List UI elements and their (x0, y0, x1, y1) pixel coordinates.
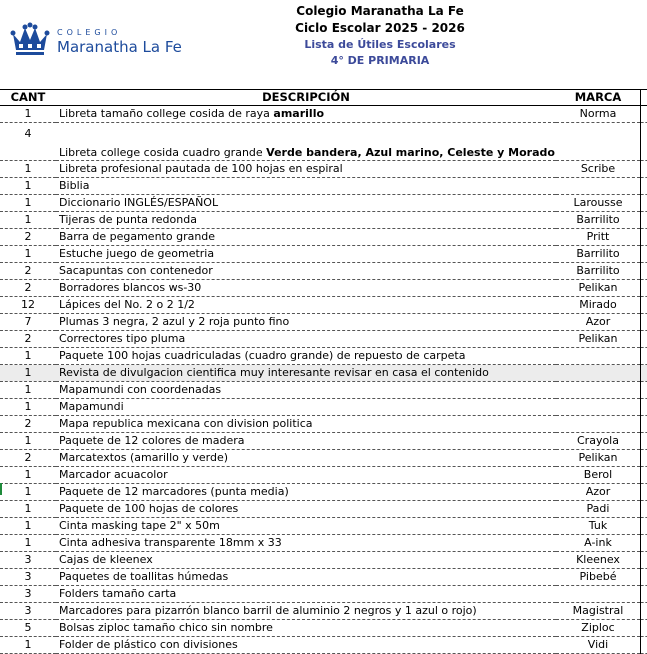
cell-cant: 1 (0, 161, 56, 178)
cell-cursor-mark (0, 483, 2, 495)
description-text: Marcadores para pizarrón blanco barril de aluminio 2 negros y 1 azul o rojo) (59, 604, 477, 617)
cell-marca: Azor (556, 484, 641, 501)
cell-cant: 1 (0, 246, 56, 263)
cell-descripcion (56, 365, 556, 382)
header-marca: MARCA (556, 90, 641, 106)
cell-cant: 1 (0, 467, 56, 484)
cell-descripcion (56, 246, 556, 263)
description-text: Diccionario INGLÉS/ESPAÑOL (59, 196, 218, 209)
description-text: Mapamundi con coordenadas (59, 383, 221, 396)
table-row (0, 518, 647, 535)
cell-descripcion (56, 106, 556, 123)
description-text: Biblia (59, 179, 89, 192)
table-row (0, 484, 647, 501)
cell-extra (641, 484, 647, 501)
cell-descripcion (56, 399, 556, 416)
cell-cant: 3 (0, 552, 56, 569)
cell-cant: 1 (0, 399, 56, 416)
cell-cant: 2 (0, 450, 56, 467)
cell-extra (641, 161, 647, 178)
table-row (0, 106, 647, 123)
cell-cant: 5 (0, 620, 56, 637)
cell-extra (641, 637, 647, 654)
cell-marca: Tuk (556, 518, 641, 535)
description-text: Marcatextos (amarillo y verde) (59, 451, 228, 464)
cell-descripcion (56, 637, 556, 654)
table-row (0, 365, 647, 382)
table-row (0, 603, 647, 620)
cell-descripcion (56, 212, 556, 229)
table-row (0, 620, 647, 637)
cell-marca (556, 382, 641, 399)
grade-title: 4° DE PRIMARIA (250, 53, 510, 69)
table-row (0, 123, 647, 161)
table-row (0, 246, 647, 263)
cell-cant: 2 (0, 229, 56, 246)
cell-descripcion (56, 569, 556, 586)
cell-descripcion (56, 314, 556, 331)
description-text: Cinta masking tape 2" x 50m (59, 519, 220, 532)
table-row (0, 552, 647, 569)
description-text: Libreta college cosida cuadro grande (59, 146, 266, 159)
cell-extra (641, 246, 647, 263)
cell-marca: Pelikan (556, 450, 641, 467)
cell-marca: Magistral (556, 603, 641, 620)
cell-descripcion (56, 603, 556, 620)
cell-extra (641, 212, 647, 229)
cell-extra (641, 433, 647, 450)
table-row (0, 467, 647, 484)
description-text: Folders tamaño carta (59, 587, 176, 600)
cell-extra (641, 106, 647, 123)
cell-extra (641, 603, 647, 620)
description-text: Libreta tamaño college cosida de raya (59, 107, 273, 120)
table-row (0, 399, 647, 416)
cell-marca: Vidi (556, 637, 641, 654)
cell-descripcion (56, 416, 556, 433)
supplies-table (0, 89, 647, 654)
cell-descripcion (56, 382, 556, 399)
cell-cant: 3 (0, 603, 56, 620)
cell-descripcion (56, 263, 556, 280)
cell-extra (641, 569, 647, 586)
cell-marca: Berol (556, 467, 641, 484)
cell-cant: 1 (0, 106, 56, 123)
description-text: Libreta profesional pautada de 100 hojas en espiral (59, 162, 343, 175)
cell-extra (641, 331, 647, 348)
cell-descripcion (56, 297, 556, 314)
cell-extra (641, 195, 647, 212)
cell-cant: 3 (0, 586, 56, 603)
cell-descripcion (56, 161, 556, 178)
description-text: Paquete de 100 hojas de colores (59, 502, 238, 515)
table-row (0, 637, 647, 654)
cell-marca: Barrilito (556, 212, 641, 229)
cell-marca: Ziploc (556, 620, 641, 637)
cell-extra (641, 518, 647, 535)
description-text: Bolsas ziploc tamaño chico sin nombre (59, 621, 273, 634)
cell-extra (641, 450, 647, 467)
cell-cant: 4 (0, 123, 56, 161)
list-title: Lista de Útiles Escolares (250, 37, 510, 53)
cell-extra (641, 263, 647, 280)
description-text: Revista de divulgacion cientifica muy interesante revisar en casa el contenido (59, 366, 489, 379)
table-row (0, 382, 647, 399)
description-text: Marcador acuacolor (59, 468, 168, 481)
cell-extra (641, 552, 647, 569)
description-text: Barra de pegamento grande (59, 230, 215, 243)
cell-extra (641, 467, 647, 484)
cell-descripcion (56, 123, 556, 161)
cell-cant: 2 (0, 280, 56, 297)
cell-marca (556, 348, 641, 365)
cell-extra (641, 399, 647, 416)
cell-descripcion (56, 501, 556, 518)
cell-cant: 1 (0, 348, 56, 365)
cell-descripcion (56, 195, 556, 212)
cell-marca (556, 365, 641, 382)
table-row (0, 586, 647, 603)
cell-cant: 1 (0, 382, 56, 399)
cell-marca (556, 586, 641, 603)
table-row (0, 229, 647, 246)
description-text: Paquete 100 hojas cuadriculadas (cuadro grande) de repuesto de carpeta (59, 349, 465, 362)
cell-extra (641, 365, 647, 382)
description-text: Mapa republica mexicana con division politica (59, 417, 313, 430)
description-bold-text: amarillo (273, 107, 324, 120)
logo-top-text: COLEGIO (57, 28, 182, 37)
cell-descripcion (56, 586, 556, 603)
cell-marca: Larousse (556, 195, 641, 212)
table-row (0, 280, 647, 297)
description-text: Borradores blancos ws-30 (59, 281, 201, 294)
cell-marca: Scribe (556, 161, 641, 178)
cell-extra (641, 123, 647, 161)
cell-descripcion (56, 280, 556, 297)
cell-descripcion (56, 467, 556, 484)
cell-cant: 2 (0, 263, 56, 280)
cell-extra (641, 586, 647, 603)
cell-cant: 12 (0, 297, 56, 314)
cell-extra (641, 297, 647, 314)
cell-marca: Mirado (556, 297, 641, 314)
cell-extra (641, 382, 647, 399)
cell-descripcion (56, 178, 556, 195)
cell-cant: 2 (0, 416, 56, 433)
cell-marca: Padi (556, 501, 641, 518)
description-text: Cinta adhesiva transparente 18mm x 33 (59, 536, 282, 549)
table-row (0, 535, 647, 552)
cell-marca (556, 399, 641, 416)
cell-marca: Pritt (556, 229, 641, 246)
cell-extra (641, 280, 647, 297)
table-row (0, 348, 647, 365)
cell-descripcion (56, 331, 556, 348)
table-row (0, 195, 647, 212)
cell-marca: Pelikan (556, 331, 641, 348)
table-row (0, 450, 647, 467)
cell-marca: Crayola (556, 433, 641, 450)
cell-descripcion (56, 552, 556, 569)
crown-icon (10, 22, 50, 56)
table-row (0, 314, 647, 331)
cell-descripcion (56, 433, 556, 450)
cell-extra (641, 416, 647, 433)
description-text: Cajas de kleenex (59, 553, 153, 566)
cell-cant: 1 (0, 484, 56, 501)
header-descripcion: DESCRIPCIÓN (56, 90, 556, 106)
cell-descripcion (56, 450, 556, 467)
description-text: Paquete de 12 colores de madera (59, 434, 244, 447)
school-name: Colegio Maranatha La Fe (250, 3, 510, 20)
table-row (0, 569, 647, 586)
cell-cant: 1 (0, 212, 56, 229)
cell-descripcion (56, 620, 556, 637)
document-header (0, 0, 647, 86)
cell-marca: Pibebé (556, 569, 641, 586)
cell-cant: 1 (0, 518, 56, 535)
cell-extra (641, 178, 647, 195)
description-text: Folder de plástico con divisiones (59, 638, 238, 651)
description-text: Paquetes de toallitas húmedas (59, 570, 228, 583)
description-text: Sacapuntas con contenedor (59, 264, 213, 277)
cell-extra (641, 501, 647, 518)
table-row (0, 161, 647, 178)
cell-cant: 1 (0, 433, 56, 450)
cell-cant: 1 (0, 365, 56, 382)
cell-extra (641, 348, 647, 365)
cell-cant: 1 (0, 195, 56, 212)
table-row (0, 416, 647, 433)
cell-descripcion (56, 518, 556, 535)
cell-marca: Kleenex (556, 552, 641, 569)
table-row (0, 433, 647, 450)
cell-extra (641, 229, 647, 246)
cell-descripcion (56, 348, 556, 365)
cell-descripcion (56, 535, 556, 552)
cell-marca (556, 123, 641, 161)
cell-cant: 2 (0, 331, 56, 348)
cell-cant: 7 (0, 314, 56, 331)
cell-marca: Barrilito (556, 263, 641, 280)
table-row (0, 263, 647, 280)
cell-cant: 1 (0, 637, 56, 654)
description-text: Correctores tipo pluma (59, 332, 185, 345)
header-extra (641, 90, 647, 106)
description-text: Lápices del No. 2 o 2 1/2 (59, 298, 195, 311)
cell-cant: 3 (0, 569, 56, 586)
cell-cant: 1 (0, 178, 56, 195)
cell-marca (556, 416, 641, 433)
school-cycle: Ciclo Escolar 2025 - 2026 (250, 20, 510, 37)
description-text: Plumas 3 negra, 2 azul y 2 roja punto fino (59, 315, 289, 328)
cell-marca (556, 178, 641, 195)
cell-marca: Azor (556, 314, 641, 331)
logo-main-text: Maranatha La Fe (57, 38, 182, 56)
description-bold-text: Verde bandera, Azul marino, Celeste y Morado (266, 146, 555, 159)
title-block (250, 3, 510, 69)
cell-cant: 1 (0, 535, 56, 552)
cell-marca: Norma (556, 106, 641, 123)
cell-extra (641, 535, 647, 552)
cell-descripcion (56, 484, 556, 501)
table-row (0, 178, 647, 195)
description-text: Estuche juego de geometria (59, 247, 214, 260)
cell-extra (641, 620, 647, 637)
description-text: Paquete de 12 marcadores (punta media) (59, 485, 289, 498)
table-header-row (0, 90, 647, 106)
cell-marca: Barrilito (556, 246, 641, 263)
header-cant: CANT (0, 90, 56, 106)
cell-extra (641, 314, 647, 331)
table-row (0, 331, 647, 348)
description-text: Tijeras de punta redonda (59, 213, 197, 226)
school-logo (10, 22, 210, 62)
description-text: Mapamundi (59, 400, 124, 413)
cell-marca: A-ink (556, 535, 641, 552)
cell-cant: 1 (0, 501, 56, 518)
table-row (0, 501, 647, 518)
table-row (0, 212, 647, 229)
cell-marca: Pelikan (556, 280, 641, 297)
table-row (0, 297, 647, 314)
cell-descripcion (56, 229, 556, 246)
